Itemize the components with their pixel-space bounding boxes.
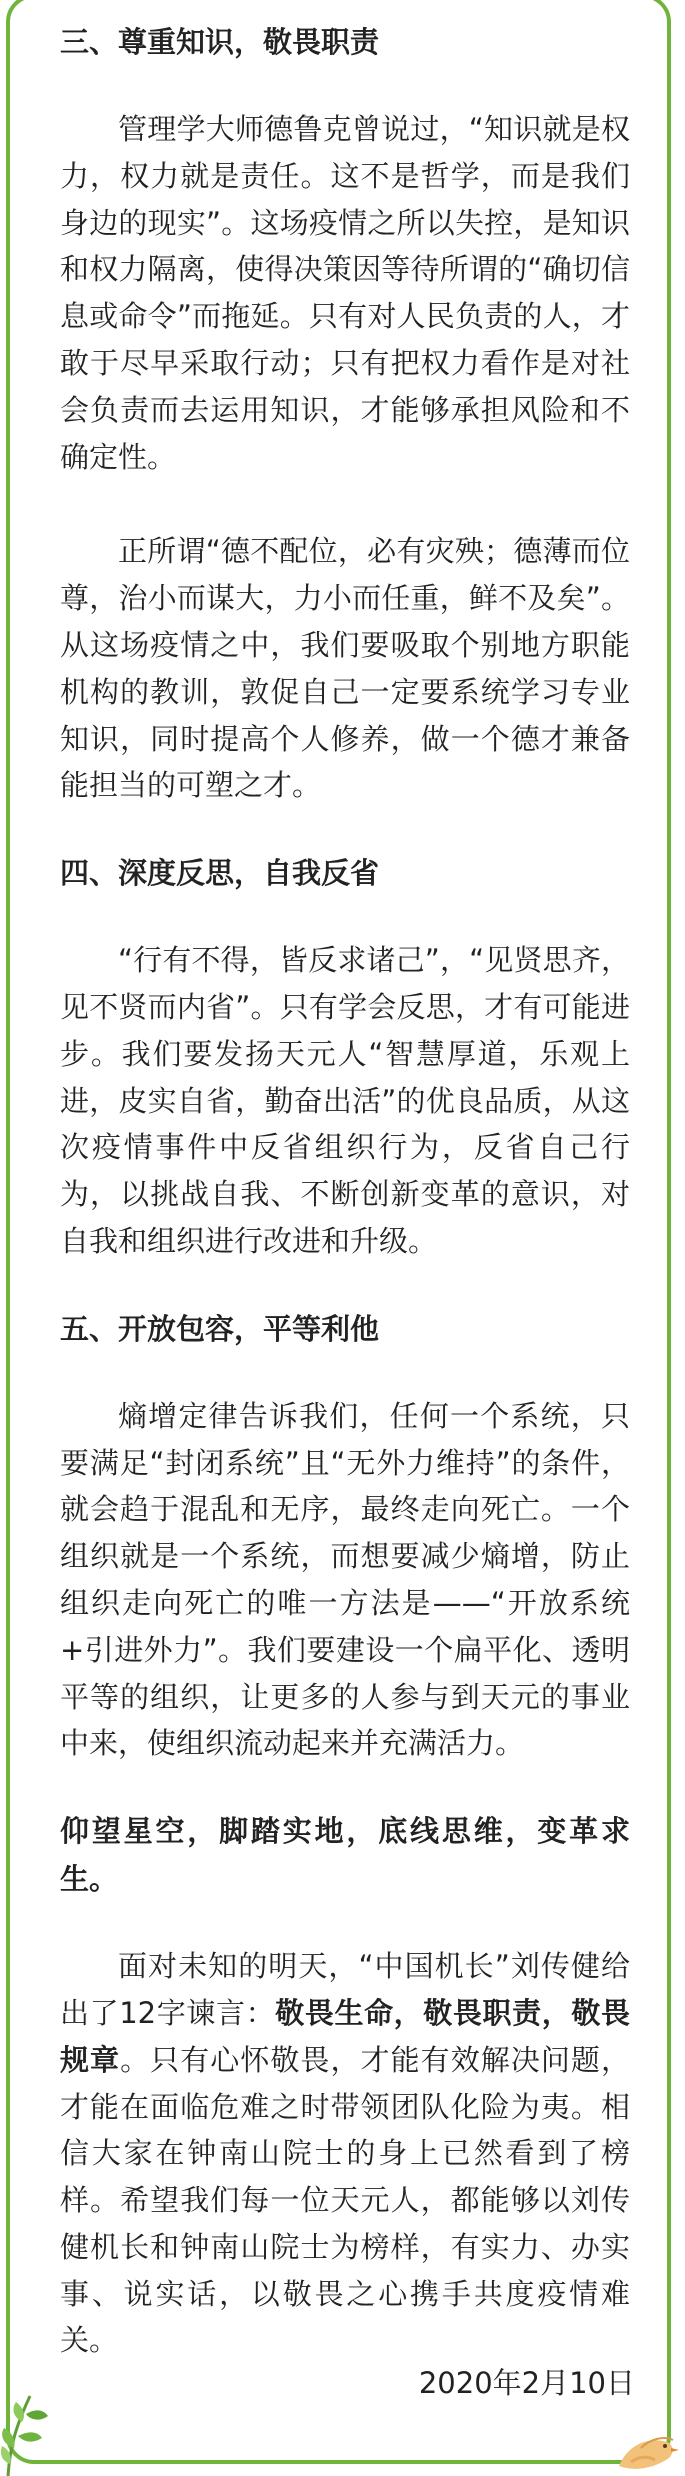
closing-text-before: 面对未知的明天，“中国机长”刘传健给出了12字谏言： [60,1949,630,2030]
leaf-decoration-icon [0,2386,52,2476]
section-4-paragraph-1: “行有不得，皆反求诸己”，“见贤思齐，见不贤而内省”。只有学会反思，才有可能进步。我们要发扬天元人“智慧厚道，乐观上进，皮实自省，勤奋出活”的优良品质，从这次疫情事件中反省组织行为，反省自己行为，以挑战自我、不断创新变革的意识，对自我和组织进行改进和升级。 [60,943,630,1258]
section-heading-4: 四、深度反思，自我反省 [60,856,380,891]
closing-paragraph [60,1943,630,2364]
closing-text-after: 。只有心怀敬畏，才能有效解决问题，才能在面临危难之时带领团队化险为夷。相信大家在钟南山院士的身上已然看到了榜样。希望我们每一位天元人，都能够以刘传健机长和钟南山院士为榜样，有实力、办实事、说实话，以敬畏之心携手共度疫情难关。 [60,2042,630,2358]
section-3-paragraph-2: 正所谓“德不配位，必有灾殃；德薄而位尊，治小而谋大，力小而任重，鲜不及矣”。从这场疫情之中，我们要吸取个别地方职能机构的教训，敦促自己一定要系统学习专业知识，同时提高个人修养，做一个德才兼备能担当的可塑之才。 [60,534,630,803]
article-date: 2020年2月10日 [418,2366,635,2400]
article-body [60,0,630,2364]
closing-text-bold: 敬畏生命，敬畏职责，敬畏规章 [60,1995,630,2077]
section-3-paragraph-1: 管理学大师德鲁克曾说过，“知识就是权力，权力就是责任。这不是哲学，而是我们身边的现实”。这场疫情之所以失控，是知识和权力隔离，使得决策因等待所谓的“确切信息或命令”而拖延。只有对人民负责的人，才敢于尽早采取行动；只有把权力看作是对社会负责而去运用知识，才能够承担风险和不确定性。 [60,112,630,474]
bird-decoration-icon [611,2396,681,2476]
closing-heading: 仰望星空，脚踏实地，底线思维，变革求生。 [60,1814,630,1897]
section-heading-5: 五、开放包容，平等利他 [60,1311,380,1346]
section-5-paragraph-1: 熵增定律告诉我们，任何一个系统，只要满足“封闭系统”且“无外力维持”的条件，就会趋于混乱和无序，最终走向死亡。一个组织就是一个系统，而想要减少熵增，防止组织走向死亡的唯一方法是——“开放系统+引进外力”。我们要建设一个扁平化、透明平等的组织，让更多的人参与到天元的事业中来，使组织流动起来并充满活力。 [60,1398,630,1761]
section-heading-3: 三、尊重知识，敬畏职责 [60,25,380,59]
